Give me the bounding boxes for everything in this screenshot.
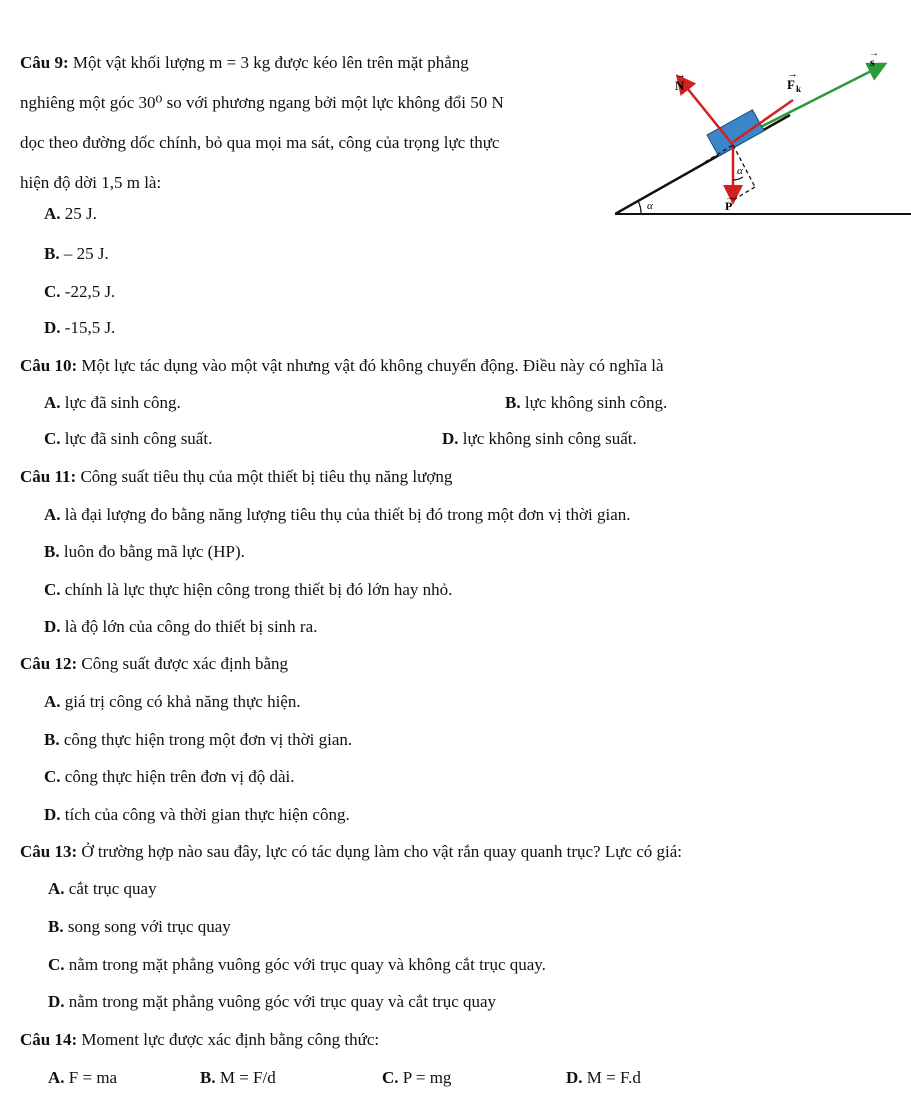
option-text: chính là lực thực hiện công trong thiết bị đó lớn hay nhỏ.	[64, 580, 453, 599]
option-label: A.	[44, 393, 61, 412]
option-text: cắt trục quay	[68, 879, 157, 898]
question-11-label: Câu 11:	[20, 467, 77, 486]
option-text: lực đã sinh công suất.	[64, 429, 213, 448]
option-text: giá trị công có khả năng thực hiện.	[64, 692, 301, 711]
option-text: lực không sinh công.	[524, 393, 668, 412]
option-label: D.	[48, 992, 65, 1011]
question-14-text: Moment lực được xác định bằng công thức:	[81, 1030, 380, 1049]
option-text: M = F/d	[219, 1068, 276, 1087]
pull-vector-bar: →	[787, 68, 798, 80]
question-13-option-c[interactable]	[48, 955, 546, 975]
question-13-option-b[interactable]	[48, 917, 231, 937]
option-label: B.	[505, 393, 521, 412]
pull-force-subscript: k	[796, 84, 802, 94]
option-label: B.	[44, 244, 60, 263]
question-9-line-4: hiện độ dời 1,5 m là:	[20, 173, 162, 192]
option-text: – 25 J.	[63, 244, 109, 263]
option-text: tích của công và thời gian thực hiện công.	[64, 805, 350, 824]
question-9-text: Một vật khối lượng m = 3 kg được kéo lên trên mặt phẳng	[72, 53, 469, 72]
option-label: B.	[44, 730, 60, 749]
question-9-option-a[interactable]	[44, 204, 97, 224]
option-text: luôn đo bằng mã lực (HP).	[63, 542, 245, 561]
option-label: C.	[44, 429, 61, 448]
option-label: D.	[442, 429, 459, 448]
option-text: F = ma	[68, 1068, 118, 1087]
question-10-label: Câu 10:	[20, 356, 78, 375]
question-10-option-b[interactable]	[505, 393, 667, 413]
displacement-vector-bar: →	[869, 50, 879, 59]
question-12-text: Công suất được xác định bằng	[81, 654, 288, 673]
option-label: C.	[44, 580, 61, 599]
question-12-option-d[interactable]	[44, 805, 350, 825]
option-label: D.	[44, 805, 61, 824]
option-label: B.	[200, 1068, 216, 1087]
displacement-label: s	[870, 55, 875, 69]
question-9-line-2: nghiêng một góc 30⁰ so với phương ngang bởi một lực không đổi 50 N	[20, 93, 504, 112]
question-9-option-d[interactable]	[44, 318, 115, 338]
option-text: là độ lớn của công do thiết bị sinh ra.	[64, 617, 318, 636]
option-label: D.	[566, 1068, 583, 1087]
option-label: C.	[48, 955, 65, 974]
question-14-option-d[interactable]	[566, 1068, 641, 1088]
option-text: M = F.d	[586, 1068, 641, 1087]
question-12-option-c[interactable]	[44, 767, 295, 787]
option-text: là đại lượng đo bằng năng lượng tiêu thụ của thiết bị đó trong một đơn vị thời gian.	[64, 505, 631, 524]
question-10-text: Một lực tác dụng vào một vật nhưng vật đó không chuyển động. Điều này có nghĩa là	[81, 356, 664, 375]
question-12-label: Câu 12:	[20, 654, 78, 673]
question-9-option-b[interactable]	[44, 244, 109, 264]
option-text: P = mg	[402, 1068, 452, 1087]
question-13-option-d[interactable]	[48, 992, 496, 1012]
option-text: lực không sinh công suất.	[462, 429, 637, 448]
option-text: song song với trục quay	[67, 917, 231, 936]
question-9-option-c[interactable]	[44, 282, 115, 302]
question-10-option-a[interactable]	[44, 393, 181, 413]
option-label: C.	[44, 282, 61, 301]
question-10-option-d[interactable]	[442, 429, 637, 449]
gravity-label: P	[725, 199, 733, 213]
question-11-line-1	[20, 467, 452, 487]
alpha-label-gravity: α	[737, 165, 743, 177]
question-10-line-1	[20, 356, 664, 376]
option-label: B.	[44, 542, 60, 561]
option-text: lực đã sinh công.	[64, 393, 181, 412]
angle-arc-base	[638, 201, 641, 214]
option-text: công thực hiện trong một đơn vị thời gian.	[63, 730, 353, 749]
option-label: A.	[44, 692, 61, 711]
question-11-option-d[interactable]	[44, 617, 317, 637]
question-12-line-1	[20, 654, 288, 674]
option-label: D.	[44, 617, 61, 636]
pull-force-label: F	[787, 77, 795, 92]
option-text: công thực hiện trên đơn vị độ dài.	[64, 767, 295, 786]
option-label: C.	[44, 767, 61, 786]
question-13-line-1	[20, 842, 682, 862]
question-14-option-a[interactable]	[48, 1068, 117, 1088]
question-14-option-c[interactable]	[382, 1068, 451, 1088]
dashed-component-2	[733, 187, 755, 200]
question-14-line-1	[20, 1030, 379, 1050]
question-13-label: Câu 13:	[20, 842, 78, 861]
option-label: A.	[44, 505, 61, 524]
option-label: A.	[48, 879, 65, 898]
angle-arc-gravity	[733, 177, 743, 180]
option-label: B.	[48, 917, 64, 936]
question-12-option-b[interactable]	[44, 730, 352, 750]
question-14-label: Câu 14:	[20, 1030, 78, 1049]
question-14-option-b[interactable]	[200, 1068, 276, 1088]
normal-force-arrow	[679, 78, 733, 145]
option-label: A.	[48, 1068, 65, 1087]
question-9-line-3: dọc theo đường dốc chính, bỏ qua mọi ma sát, công của trọng lực thực	[20, 133, 500, 152]
gravity-vector-bar: →	[725, 192, 735, 203]
option-text: 25 J.	[64, 204, 97, 223]
question-13-option-a[interactable]	[48, 879, 157, 899]
question-12-option-a[interactable]	[44, 692, 301, 712]
option-label: D.	[44, 318, 61, 337]
question-11-option-a[interactable]	[44, 505, 631, 525]
alpha-label-base: α	[647, 200, 653, 212]
question-11-option-b[interactable]	[44, 542, 245, 562]
option-text: -22,5 J.	[64, 282, 116, 301]
question-13-text: Ở trường hợp nào sau đây, lực có tác dụng làm cho vật rắn quay quanh trục? Lực có giá:	[81, 842, 683, 861]
option-label: C.	[382, 1068, 399, 1087]
question-9-label: Câu 9:	[20, 53, 69, 72]
question-10-option-c[interactable]	[44, 429, 212, 449]
block	[707, 110, 764, 156]
option-text: -15,5 J.	[64, 318, 116, 337]
question-11-text: Công suất tiêu thụ của một thiết bị tiêu thụ năng lượng	[80, 467, 453, 486]
option-text: nằm trong mặt phẳng vuông góc với trục quay và cắt trục quay	[68, 992, 497, 1011]
option-text: nằm trong mặt phẳng vuông góc với trục quay và không cắt trục quay.	[68, 955, 546, 974]
option-label: A.	[44, 204, 61, 223]
question-9-line-1	[20, 53, 469, 73]
normal-vector-bar: →	[675, 69, 686, 81]
question-11-option-c[interactable]	[44, 580, 452, 600]
normal-force-label: N	[675, 78, 685, 93]
incline-force-diagram	[615, 50, 911, 235]
